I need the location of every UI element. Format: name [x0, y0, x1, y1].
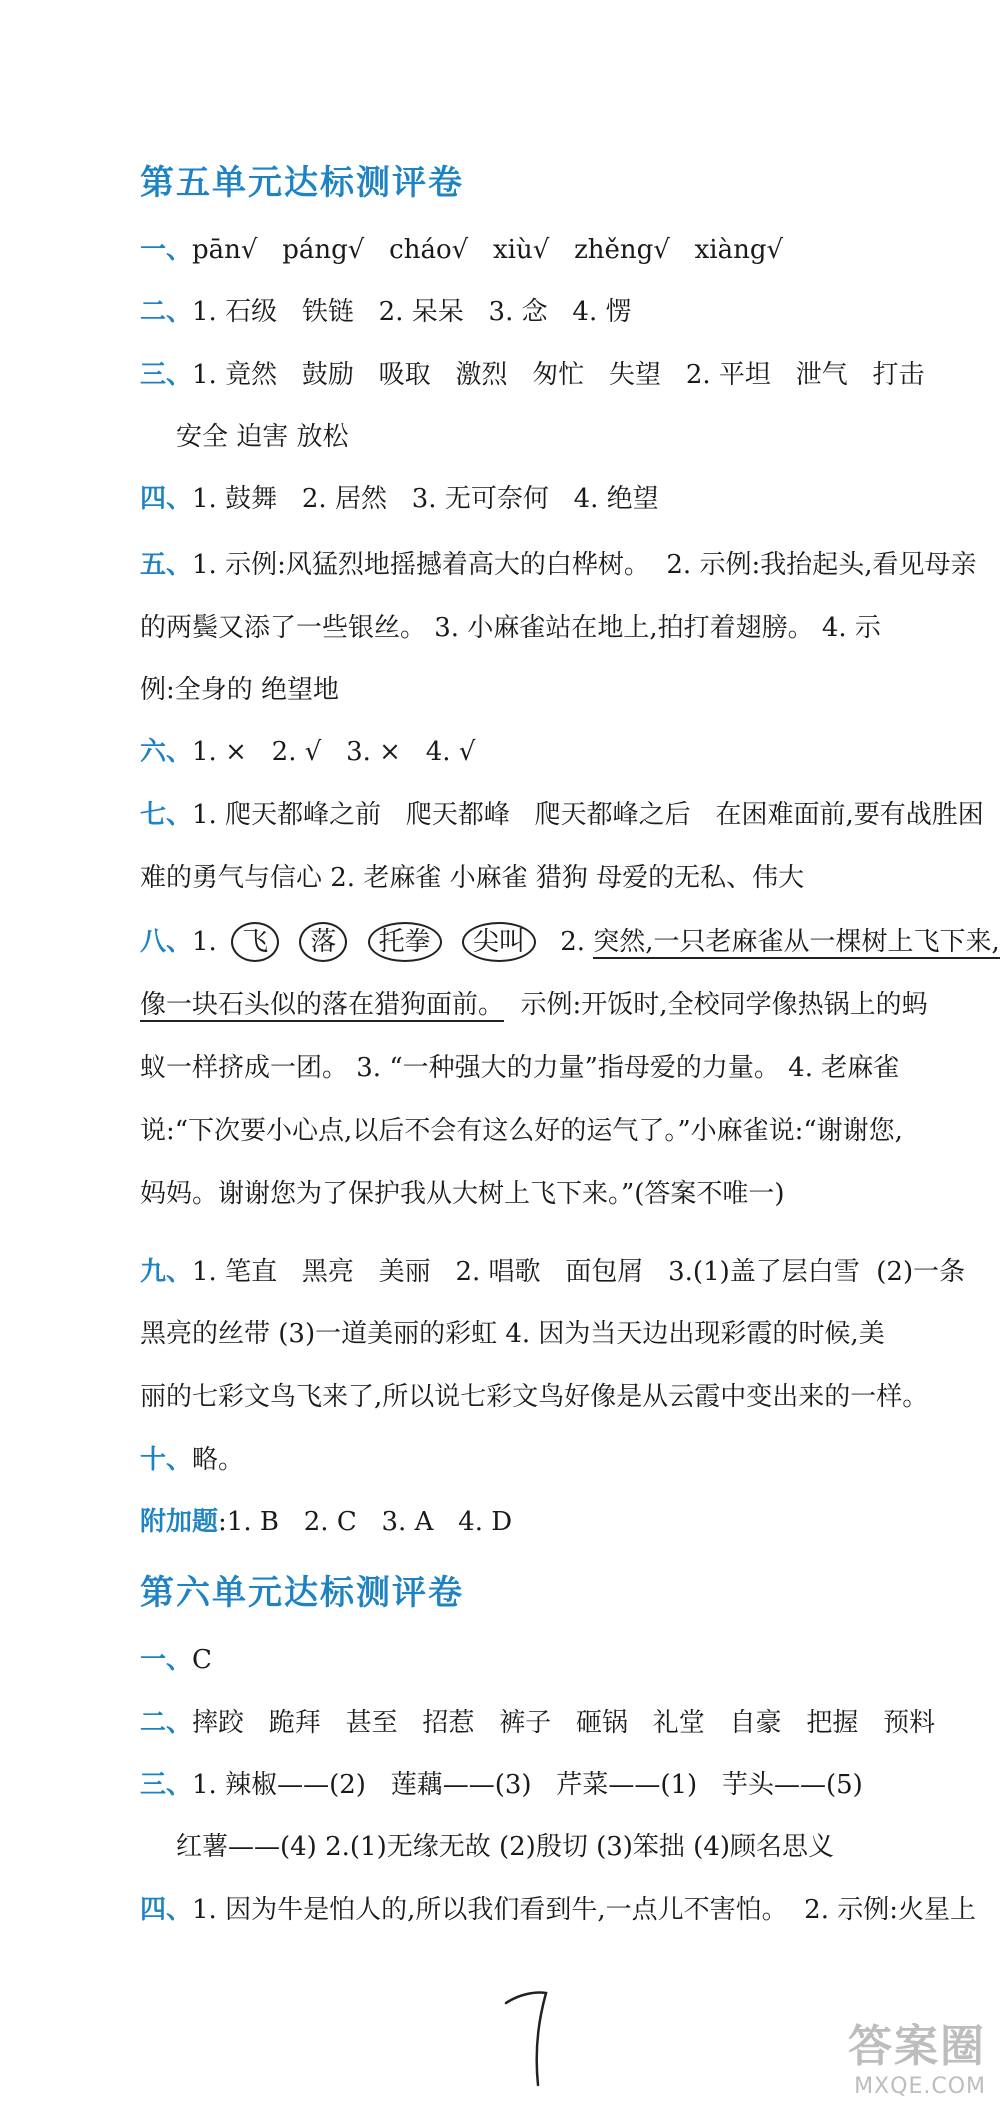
unit6-q4-text: 1. 因为牛是怕人的,所以我们看到牛,一点儿不害怕。 2. 示例:火星上 [192, 1895, 976, 1925]
unit5-q1-num: 一、 [140, 235, 193, 265]
unit5-q8-cont1 [140, 985, 928, 1025]
unit5-q9-cont2: 丽的七彩文鸟飞来了,所以说七彩文鸟好像是从云霞中变出来的一样。 [140, 1382, 929, 1412]
circled-word-3: 托拳 [368, 922, 442, 962]
unit5-q6 [140, 732, 475, 772]
circled-word-4: 尖叫 [462, 922, 536, 962]
unit6-q1 [140, 1640, 212, 1680]
unit5-q7-cont: 难的勇气与信心 2. 老麻雀 小麻雀 猎狗 母爱的无私、伟大 [140, 863, 805, 893]
extra-label: 附加题 [140, 1507, 219, 1537]
unit5-q5-cont1: 的两鬓又添了一些银丝。 3. 小麻雀站在地上,拍打着翅膀。 4. 示 [140, 613, 881, 643]
unit5-q1 [140, 230, 783, 270]
unit5-q5-num: 五、 [140, 550, 193, 580]
circled-word-2: 落 [299, 922, 347, 962]
unit5-q10 [140, 1440, 244, 1480]
unit6-q3 [140, 1765, 863, 1805]
unit5-q6-text: 1. × 2. √ 3. × 4. √ [192, 737, 476, 767]
underlined-sentence-2: 像一块石头似的落在猎狗面前。 [140, 990, 505, 1020]
extra-text: :1. B 2. C 3. A 4. D [218, 1507, 513, 1537]
unit5-q8-cont4: 妈妈。谢谢您为了保护我从大树上飞下来。”(答案不唯一) [140, 1179, 785, 1209]
unit5-q9-text: 1. 笔直 黑亮 美丽 2. 唱歌 面包屑 3.(1)盖了层白雪 (2)一条 [192, 1257, 966, 1287]
unit5-q8-num: 八、 [140, 927, 193, 957]
unit6-q2-text: 摔跤 跪拜 甚至 招惹 裤子 砸锅 礼堂 自豪 把握 预料 [192, 1708, 936, 1738]
underlined-sentence-1: 突然,一只老麻雀从一棵树上飞下来, [593, 927, 1000, 957]
unit5-q2-num: 二、 [140, 297, 193, 327]
unit6-q1-num: 一、 [140, 1645, 193, 1675]
unit5-q10-num: 十、 [140, 1445, 193, 1475]
unit5-q9-cont1: 黑亮的丝带 (3)一道美丽的彩虹 4. 因为当天边出现彩霞的时候,美 [140, 1319, 885, 1349]
unit5-q1-text: pān√ páng√ cháo√ xiù√ zhěng√ xiàng√ [192, 235, 784, 265]
unit6-q2-num: 二、 [140, 1708, 193, 1738]
unit6-q3-num: 三、 [140, 1770, 193, 1800]
unit5-q3-num: 三、 [140, 360, 193, 390]
unit6-title: 第六单元达标测评卷 [140, 1573, 464, 1613]
handwritten-mark [500, 1985, 560, 2105]
unit5-q2-text: 1. 石级 铁链 2. 呆呆 3. 念 4. 愣 [192, 297, 632, 327]
unit5-q8-cont2: 蚁一样挤成一团。 3. “一种强大的力量”指母爱的力量。 4. 老麻雀 [140, 1053, 900, 1083]
unit6-q3-cont: 红薯——(4) 2.(1)无缘无故 (2)殷切 (3)笨拙 (4)顾名思义 [176, 1832, 835, 1862]
unit6-q1-text: C [192, 1645, 212, 1675]
unit6-q4-num: 四、 [140, 1895, 193, 1925]
watermark-url: MXQE.COM [854, 2074, 986, 2099]
unit5-q4-text: 1. 鼓舞 2. 居然 3. 无可奈何 4. 绝望 [192, 484, 659, 514]
unit5-title: 第五单元达标测评卷 [140, 163, 464, 203]
unit5-q4 [140, 479, 659, 519]
unit6-q3-text: 1. 辣椒——(2) 莲藕——(3) 芹菜——(1) 芋头——(5) [192, 1770, 863, 1800]
unit5-q8 [140, 922, 1000, 962]
unit5-q6-num: 六、 [140, 737, 193, 767]
unit5-extra [140, 1502, 512, 1542]
unit5-q2 [140, 292, 631, 332]
unit5-q5-text: 1. 示例:风猛烈地摇撼着高大的白桦树。 2. 示例:我抬起头,看见母亲 [192, 550, 977, 580]
unit5-q4-num: 四、 [140, 484, 193, 514]
unit5-q7-text: 1. 爬天都峰之前 爬天都峰 爬天都峰之后 在困难面前,要有战胜困 [192, 800, 984, 830]
unit5-q5-cont2: 例:全身的 绝望地 [140, 675, 340, 705]
watermark-brand: 答案圈 [848, 2021, 986, 2072]
unit5-q7 [140, 795, 984, 835]
unit6-q4 [140, 1890, 976, 1930]
unit5-q9-num: 九、 [140, 1257, 193, 1287]
unit5-q8-cont1-rest: 示例:开饭时,全校同学像热锅上的蚂 [504, 990, 928, 1020]
unit6-q2 [140, 1703, 935, 1743]
unit5-q3-text: 1. 竟然 鼓励 吸取 激烈 匆忙 失望 2. 平坦 泄气 打击 [192, 360, 925, 390]
unit5-q8-cont3: 说:“下次要小心点,以后不会有这么好的运气了。”小麻雀说:“谢谢您, [140, 1116, 903, 1146]
unit5-q3 [140, 355, 925, 395]
unit5-q8-part2-label: 2. [560, 927, 586, 957]
unit5-q9 [140, 1252, 965, 1292]
circled-word-1: 飞 [231, 922, 279, 962]
unit5-q7-num: 七、 [140, 800, 193, 830]
watermark-logo [848, 2010, 986, 2099]
unit5-q10-text: 略。 [192, 1445, 245, 1475]
unit5-q3-cont: 安全 迫害 放松 [176, 422, 349, 452]
unit5-q5 [140, 545, 976, 585]
unit5-q8-lead: 1. [192, 927, 217, 957]
